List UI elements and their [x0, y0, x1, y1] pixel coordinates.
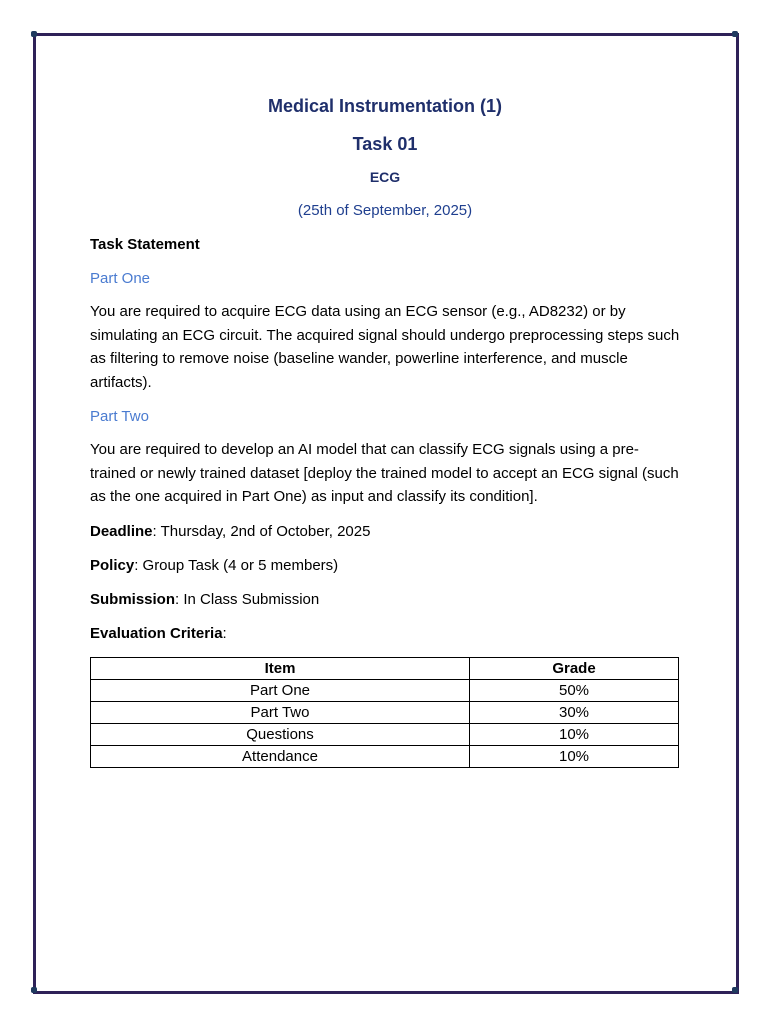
deadline-value: : Thursday, 2nd of October, 2025 [152, 522, 371, 540]
grades-table [90, 657, 679, 768]
task-date: (25th of September, 2025) [297, 202, 473, 219]
table-cell-grade: 10% [470, 745, 679, 767]
part-two-body: You are required to develop an AI model that can classify ECG signals using a pre-trained or newly trained dataset [deploy the trained model to accept an ECG signal (such as the one acquired in Part One) as input and classify its condition]. [90, 441, 679, 505]
table-row [91, 745, 679, 767]
task-statement-heading: Task Statement [90, 236, 200, 253]
table-cell-item: Attendance [91, 745, 470, 767]
border-corner-bottom-right [732, 987, 738, 993]
part-one-body: You are required to acquire ECG data using an ECG sensor (e.g., AD8232) or by simulating an ECG circuit. The acquired signal should undergo preprocessing steps such as filtering to remove noise (baseline wander, powerline interference, and muscle artifacts). [90, 303, 680, 391]
submission-line [90, 589, 680, 611]
evaluation-line [90, 623, 680, 645]
table-cell-grade: 10% [470, 723, 679, 745]
table-row [91, 723, 679, 745]
table-cell-item: Part One [91, 679, 470, 701]
policy-label: Policy [90, 556, 135, 574]
border-corner-bottom-left [31, 987, 37, 993]
table-cell-grade: 50% [470, 679, 679, 701]
table-row [91, 701, 679, 723]
policy-line [90, 555, 680, 577]
task-topic: ECG [369, 169, 401, 185]
task-number: Task 01 [352, 134, 418, 154]
deadline-line [90, 521, 680, 543]
policy-value: : Group Task (4 or 5 members) [134, 556, 339, 574]
table-header-grade: Grade [470, 657, 679, 679]
border-corner-top-left [31, 31, 37, 37]
deadline-label: Deadline [90, 522, 153, 540]
document-content [90, 92, 680, 768]
document-title: Medical Instrumentation (1) [267, 96, 503, 116]
submission-label: Submission [90, 590, 176, 608]
border-corner-top-right [732, 31, 738, 37]
part-two-heading: Part Two [90, 408, 149, 425]
table-row [91, 679, 679, 701]
submission-value: : In Class Submission [175, 590, 320, 608]
part-one-heading: Part One [90, 270, 151, 287]
table-cell-grade: 30% [470, 701, 679, 723]
table-header-item: Item [91, 657, 470, 679]
evaluation-suffix: : [222, 624, 227, 642]
table-header-row [91, 657, 679, 679]
table-cell-item: Questions [91, 723, 470, 745]
table-cell-item: Part Two [91, 701, 470, 723]
evaluation-label: Evaluation Criteria [90, 624, 223, 642]
